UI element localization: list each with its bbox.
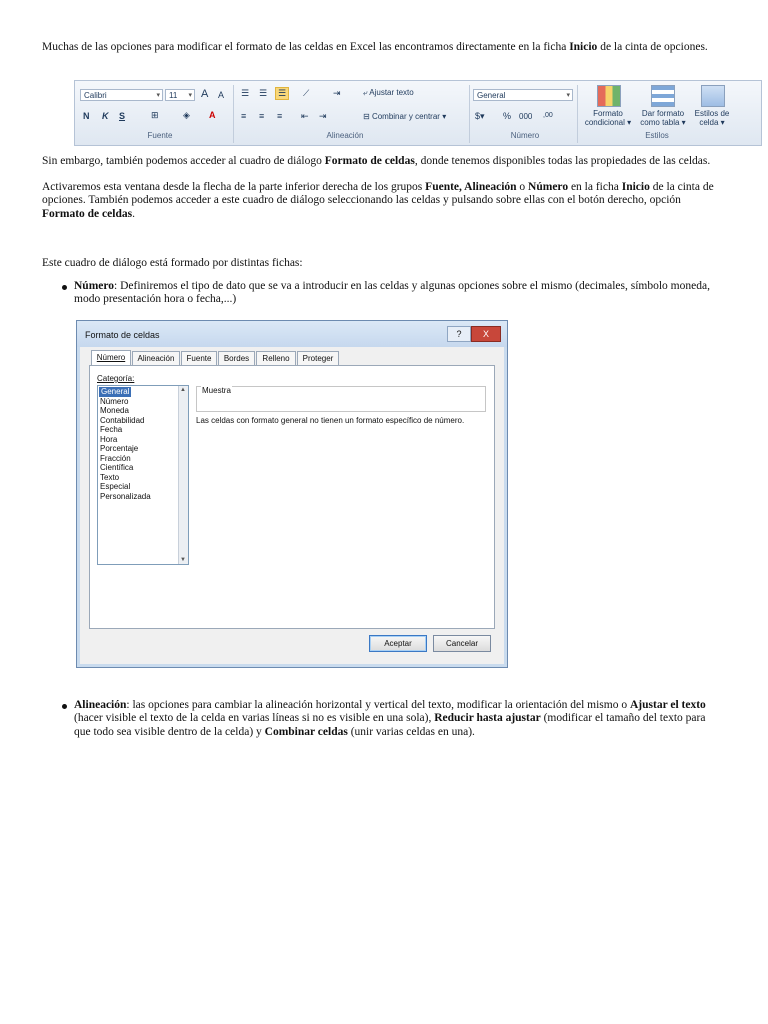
wrap-text-label: Ajustar texto — [369, 88, 414, 97]
tab-alineacion[interactable]: Alineación — [132, 351, 180, 365]
tab-panel — [89, 365, 495, 629]
bold-text: Ajustar el texto — [629, 699, 706, 711]
text: (modificar el tamaño del texto para que todo sea visible dentro de la celda) y — [74, 712, 706, 738]
bold-text: Inicio — [569, 41, 598, 53]
text: . — [132, 207, 135, 220]
label-line: Estilos de — [694, 109, 730, 118]
category-item[interactable]: Moneda — [100, 406, 129, 415]
divider — [577, 85, 578, 143]
align-top-icon[interactable]: ☰ — [241, 88, 250, 98]
text: (unir varias celdas en una). — [347, 725, 475, 738]
chevron-up-icon[interactable]: ▲ — [180, 387, 186, 393]
format-description: Las celdas con formato general no tienen un formato específico de número. — [196, 416, 465, 425]
paragraph-4: Este cuadro de diálogo está formado por distintas fichas: — [42, 257, 303, 269]
text: Activaremos esta ventana desde la flecha de la parte inferior derecha de los grupos — [42, 181, 426, 193]
percent-button[interactable]: % — [503, 111, 512, 121]
bold-text: Formato de celdas — [324, 155, 415, 167]
bullet-numero — [74, 280, 718, 307]
bullet-alineacion — [74, 699, 718, 739]
bold-text: Inicio — [621, 181, 650, 193]
text: : Definiremos el tipo de dato que se va a introducir en las celdas y algunas opciones sobre el mismo (decimales, símbolo moneda, modo presentación hora o fecha,...) — [74, 280, 710, 306]
close-icon[interactable]: X — [471, 326, 501, 342]
bold-text: Alineación — [464, 181, 517, 193]
category-item[interactable]: Fecha — [100, 425, 123, 434]
scrollbar[interactable] — [178, 386, 188, 564]
dialog-titlebar — [77, 321, 507, 347]
fill-color-icon[interactable]: ◈ — [183, 110, 190, 120]
tab-proteger[interactable]: Proteger — [297, 351, 339, 365]
label-line: Dar formato — [641, 109, 685, 118]
align-center-icon[interactable]: ≡ — [259, 111, 265, 121]
currency-icon[interactable]: $▾ — [475, 111, 485, 121]
decrease-indent-icon[interactable]: ⇤ — [301, 111, 309, 121]
text: Muchas de las opciones para modificar el formato de las celdas en Excel las encontramos directamente en la ficha — [42, 41, 570, 53]
thousands-button[interactable]: 000 — [519, 112, 533, 121]
category-item[interactable]: Número — [100, 396, 129, 406]
category-item[interactable]: Personalizada — [100, 491, 151, 501]
format-as-table-button[interactable]: Dar formato como tabla ▾ — [640, 109, 686, 127]
label-line: celda — [699, 118, 719, 127]
tab-numero[interactable]: Número — [91, 350, 131, 366]
bullet-icon — [62, 704, 67, 709]
text: Sin embargo, también podemos acceder al cuadro de diálogo — [42, 155, 325, 167]
conditional-format-icon[interactable] — [597, 85, 621, 107]
help-icon[interactable]: ? — [447, 326, 471, 342]
merge-center-button[interactable]: ⊟ Combinar y centrar ▾ — [363, 112, 447, 121]
text: , donde tenemos disponibles todas las propiedades de las celdas. — [414, 155, 711, 167]
merge-center-label: Combinar y centrar — [371, 112, 440, 121]
font-size-value: 11 — [169, 91, 178, 100]
grow-font-button[interactable]: A — [201, 88, 209, 100]
underline-button[interactable]: S — [119, 111, 126, 121]
align-bottom-icon[interactable]: ☰ — [275, 87, 289, 100]
sample-box — [196, 386, 486, 412]
bold-text: Fuente — [425, 181, 460, 193]
divider — [469, 85, 470, 143]
category-item[interactable]: Texto — [100, 472, 120, 482]
wrap-text-icon: ⤶ — [363, 88, 368, 97]
bold-button[interactable]: N — [83, 111, 90, 121]
cell-styles-icon[interactable] — [701, 85, 725, 107]
chevron-down-icon[interactable]: ▼ — [180, 557, 186, 563]
category-item[interactable]: Fracción — [100, 453, 131, 463]
group-label-numero: Número — [510, 131, 540, 140]
group-label-alineacion: Alineación — [326, 131, 364, 140]
font-name-value: Calibri — [84, 91, 107, 100]
label-line: Formato — [593, 109, 623, 118]
category-list[interactable] — [97, 385, 189, 565]
bold-text: Número — [74, 280, 115, 292]
text: de la cinta de opciones. También podemos acceder a este cuadro de diálogo seleccionando las celdas y pulsando sobre ellas con el botón derecho, opción — [42, 181, 714, 207]
category-item[interactable]: Hora — [100, 434, 118, 444]
indent-icon[interactable]: ⇥ — [333, 88, 341, 98]
category-item[interactable]: Científica — [100, 463, 134, 472]
decimals-button[interactable]: ,00 — [543, 112, 553, 119]
category-item[interactable]: General — [101, 387, 130, 396]
align-left-icon[interactable]: ≡ — [241, 111, 247, 121]
font-size-combo[interactable] — [165, 89, 195, 101]
text: en la ficha — [568, 181, 622, 193]
text: : las opciones para cambiar la alineación horizontal y vertical del texto, modificar la orientación del mismo o — [126, 699, 630, 711]
label-line: condicional — [584, 118, 625, 127]
sample-label: Muestra — [202, 386, 231, 395]
italic-button[interactable]: K — [102, 111, 109, 121]
wrap-text-button[interactable] — [363, 88, 414, 98]
tab-bordes[interactable]: Bordes — [218, 351, 255, 365]
bold-text: Alineación — [74, 699, 127, 711]
format-as-table-icon[interactable] — [651, 85, 675, 107]
bold-text: Combinar celdas — [264, 725, 348, 738]
text: o — [516, 181, 529, 193]
cancel-button[interactable]: Cancelar — [433, 635, 491, 652]
chevron-down-icon: ▾ — [156, 92, 160, 99]
category-label: Categoría: — [97, 374, 135, 383]
bold-text: Número — [528, 181, 569, 193]
label-line: como tabla — [640, 118, 680, 127]
text: de la cinta de opciones. — [597, 41, 708, 53]
font-color-icon[interactable]: A — [209, 110, 216, 120]
number-format-combo[interactable] — [473, 89, 573, 101]
align-middle-icon[interactable]: ☰ — [259, 88, 268, 98]
tab-relleno[interactable]: Relleno — [256, 351, 296, 365]
bold-text: , — [459, 181, 465, 193]
group-label-fuente: Fuente — [147, 131, 173, 140]
borders-icon[interactable]: ⊞ — [151, 110, 159, 120]
excel-ribbon-image — [74, 80, 762, 146]
accept-button[interactable]: Aceptar — [369, 635, 427, 652]
bold-text: Formato de celdas — [42, 207, 133, 220]
increase-indent-icon[interactable]: ⇥ — [319, 111, 327, 121]
number-format-value: General — [477, 91, 506, 100]
paragraph-2 — [42, 155, 718, 168]
tab-fuente[interactable]: Fuente — [181, 351, 217, 365]
cell-styles-button[interactable]: Estilos de celda ▾ — [694, 109, 730, 127]
category-item[interactable]: Especial — [100, 482, 131, 491]
conditional-format-button[interactable]: Formato condicional ▾ — [584, 109, 632, 127]
text: (hacer visible el texto de la celda en varias líneas si no es visible en una sola), — [74, 712, 435, 725]
format-cells-dialog — [76, 320, 508, 668]
font-name-combo[interactable] — [80, 89, 163, 101]
paragraph-3 — [42, 181, 718, 221]
chevron-down-icon: ▾ — [188, 92, 192, 99]
bullet-icon — [62, 285, 67, 290]
shrink-font-button[interactable]: A — [218, 90, 225, 100]
chevron-down-icon: ▾ — [566, 92, 570, 99]
bold-text: Reducir hasta ajustar — [434, 712, 541, 725]
category-item[interactable]: Contabilidad — [100, 415, 145, 425]
group-label-estilos: Estilos — [645, 131, 669, 140]
category-item[interactable]: Porcentaje — [100, 444, 139, 453]
intro-paragraph — [42, 41, 718, 54]
divider — [233, 85, 234, 143]
merge-icon: ⊟ — [363, 112, 370, 121]
dialog-title: Formato de celdas — [85, 330, 160, 340]
orientation-icon[interactable]: ⟋ — [303, 88, 310, 98]
align-right-icon[interactable]: ≡ — [277, 111, 283, 121]
